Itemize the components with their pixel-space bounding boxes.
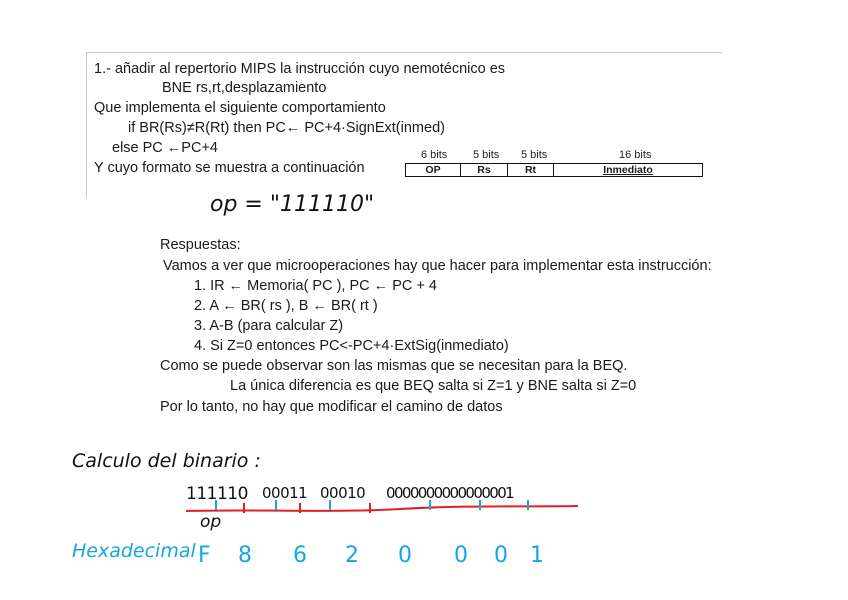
- binary-rs-field: 00011: [262, 484, 308, 502]
- answers-conclusion: Por lo tanto, no hay que modificar el camino de datos: [160, 399, 503, 415]
- hex-digit-6: 0: [454, 543, 468, 568]
- answers-intro: Vamos a ver que microoperaciones hay que hacer para implementar esta instrucción:: [163, 258, 712, 274]
- format-field-rt: Rt: [508, 164, 554, 176]
- hex-digit-2: 8: [238, 543, 252, 568]
- problem-line-1: 1.- añadir al repertorio MIPS la instrucción cuyo nemotécnico es: [94, 61, 506, 77]
- binary-op-field: 111110: [186, 484, 248, 504]
- format-bits-rt: 5 bits: [521, 149, 548, 161]
- binary-immediate-field: 0000000000000001: [386, 484, 514, 502]
- problem-line-6: Y cuyo formato se muestra a continuación: [94, 160, 365, 176]
- format-field-op: OP: [406, 164, 461, 176]
- problem-line-5: else PC ←PC+4: [112, 140, 218, 156]
- hex-digit-3: 6: [293, 543, 307, 568]
- format-bits-imm: 16 bits: [619, 149, 652, 161]
- hexadecimal-label: Hexadecimal: [72, 540, 196, 562]
- hex-digit-8: 1: [530, 543, 544, 568]
- binary-rt-field: 00010: [320, 484, 366, 502]
- handwritten-op-value: op = "111110": [210, 192, 375, 217]
- answers-note-1: Como se puede observar son las mismas que se necesitan para la BEQ.: [160, 358, 628, 374]
- op-mark: op: [200, 512, 222, 532]
- hex-digit-4: 2: [345, 543, 359, 568]
- problem-line-2: BNE rs,rt,desplazamiento: [162, 80, 327, 96]
- problem-line-3: Que implementa el siguiente comportamiento: [94, 100, 386, 116]
- hex-digit-1: F: [198, 543, 211, 568]
- answer-step-2: 2. A ← BR( rs ), B ← BR( rt ): [194, 298, 378, 314]
- format-bits-rs: 5 bits: [473, 149, 500, 161]
- format-bits-op: 6 bits: [421, 149, 448, 161]
- hex-digit-7: 0: [494, 543, 508, 568]
- hex-digit-5: 0: [398, 543, 412, 568]
- format-field-immediate: Inmediato: [603, 164, 653, 176]
- answers-heading: Respuestas:: [160, 237, 241, 253]
- format-field-rs: Rs: [461, 164, 508, 176]
- answers-note-2: La única diferencia es que BEQ salta si Z=1 y BNE salta si Z=0: [230, 378, 637, 394]
- answer-step-3: 3. A-B (para calcular Z): [194, 318, 344, 334]
- problem-line-4: if BR(Rs)≠R(Rt) then PC← PC+4·SignExt(inmed): [128, 120, 445, 136]
- handwritten-calc-label: Calculo del binario :: [72, 450, 261, 472]
- answer-step-4: 4. Si Z=0 entonces PC<-PC+4·ExtSig(inmediato): [194, 338, 509, 354]
- answer-step-1: 1. IR ← Memoria( PC ), PC ← PC + 4: [194, 278, 437, 294]
